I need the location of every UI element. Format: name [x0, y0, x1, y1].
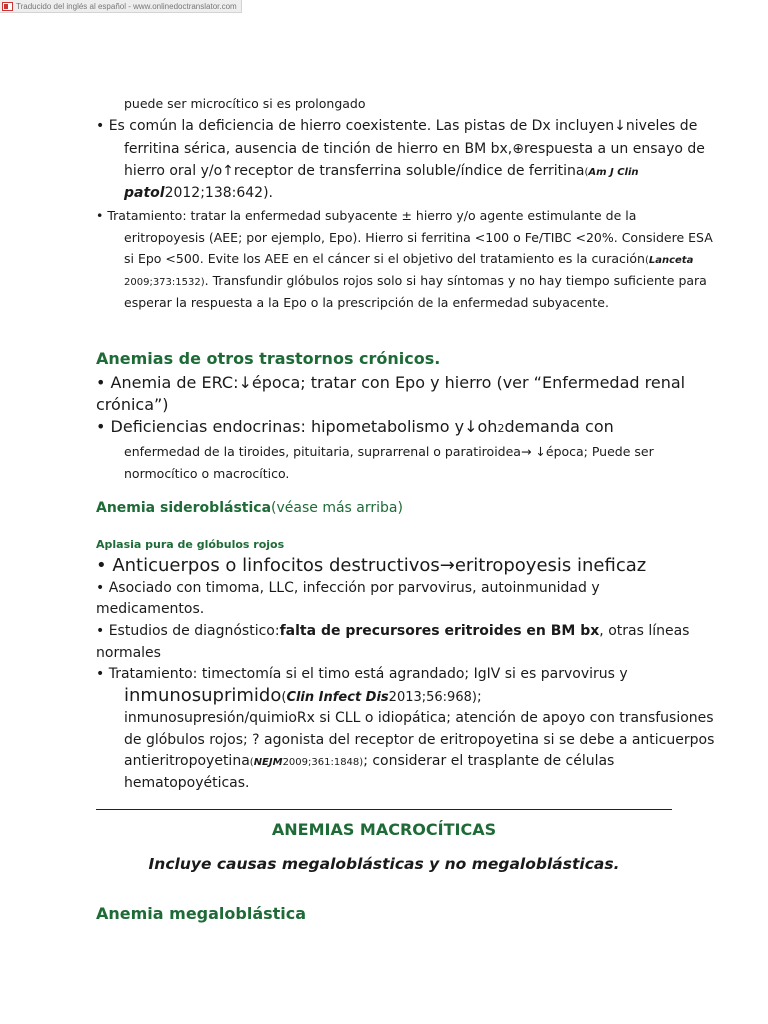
bullet-line: • Es común la deficiencia de hierro coexistente. Las pistas de Dx incluyen↓niveles de — [96, 118, 698, 134]
text-line: normocítico o macrocítico. — [124, 466, 290, 481]
text-line: crónica”) — [96, 395, 169, 414]
text-line: 2009;373:1532). Transfundir glóbulos rojos solo si hay síntomas y no hay tiempo suficiente para — [124, 273, 707, 288]
chapter-heading: ANEMIAS MACROCÍTICAS — [271, 820, 497, 839]
text-line: puede ser microcítico si es prolongado — [124, 96, 366, 111]
bullet-line: • Anemia de ERC:↓época; tratar con Epo y hierro (ver “Enfermedad renal — [96, 373, 686, 392]
section-divider — [96, 809, 672, 810]
text-line: medicamentos. — [96, 601, 205, 617]
section-heading: Anemias de otros trastornos crónicos. — [96, 349, 441, 368]
bullet-line: • Deficiencias endocrinas: hipometabolismo y↓oh2demanda con — [96, 417, 614, 436]
section-heading: Anemia sideroblástica(véase más arriba) — [96, 500, 403, 516]
text-line: hierro oral y/o↑receptor de transferrina soluble/índice de ferritina(Am J Clin — [124, 163, 639, 179]
bullet-line: • Anticuerpos o linfocitos destructivos→eritropoyesis ineficaz — [96, 555, 647, 576]
chapter-subtitle: Incluye causas megaloblásticas y no megaloblásticas. — [148, 855, 620, 873]
text-line: antieritropoyetina(NEJM2009;361:1848); considerar el trasplante de células — [124, 753, 615, 769]
translator-banner — [0, 0, 242, 13]
text-line: hematopoyéticas. — [124, 775, 250, 791]
text-line: normales — [96, 645, 161, 661]
text-line: eritropoyesis (AEE; por ejemplo, Epo). Hierro si ferritina <100 o Fe/TIBC <20%. Considere ESA — [124, 230, 713, 245]
text-line: inmunosupresión/quimioRx si CLL o idiopática; atención de apoyo con transfusiones — [124, 710, 714, 726]
text-line: esperar la respuesta a la Epo o la prescripción de la enfermedad subyacente. — [124, 295, 609, 310]
text-line: enfermedad de la tiroides, pituitaria, suprarrenal o paratiroidea→ ↓época; Puede ser — [124, 444, 654, 459]
bullet-line: • Asociado con timoma, LLC, infección por parvovirus, autoinmunidad y — [96, 580, 600, 596]
bullet-line: • Tratamiento: timectomía si el timo está agrandado; IgIV si es parvovirus y — [96, 666, 628, 682]
pdf-translator-icon — [2, 2, 13, 11]
text-line: patol2012;138:642). — [124, 185, 273, 201]
text-line: de glóbulos rojos; ? agonista del receptor de eritropoyetina si se debe a anticuerpos — [124, 732, 715, 748]
section-heading: Anemia megaloblástica — [96, 904, 307, 923]
bullet-line: • Tratamiento: tratar la enfermedad subyacente ± hierro y/o agente estimulante de la — [96, 208, 637, 223]
text-line: inmunosuprimido(Clin Infect Dis2013;56:968); — [124, 685, 482, 706]
translator-link[interactable]: Traducido del inglés al español - www.onlinedoctranslator.com — [16, 1, 237, 11]
bullet-line: • Estudios de diagnóstico:falta de precursores eritroides en BM bx, otras líneas — [96, 623, 690, 639]
section-heading: Aplasia pura de glóbulos rojos — [96, 538, 285, 551]
text-line: si Epo <500. Evite los AEE en el cáncer si el objetivo del tratamiento es la curación(Lanceta — [124, 251, 694, 266]
text-line: ferritina sérica, ausencia de tinción de hierro en BM bx,⊕respuesta a un ensayo de — [124, 141, 705, 157]
